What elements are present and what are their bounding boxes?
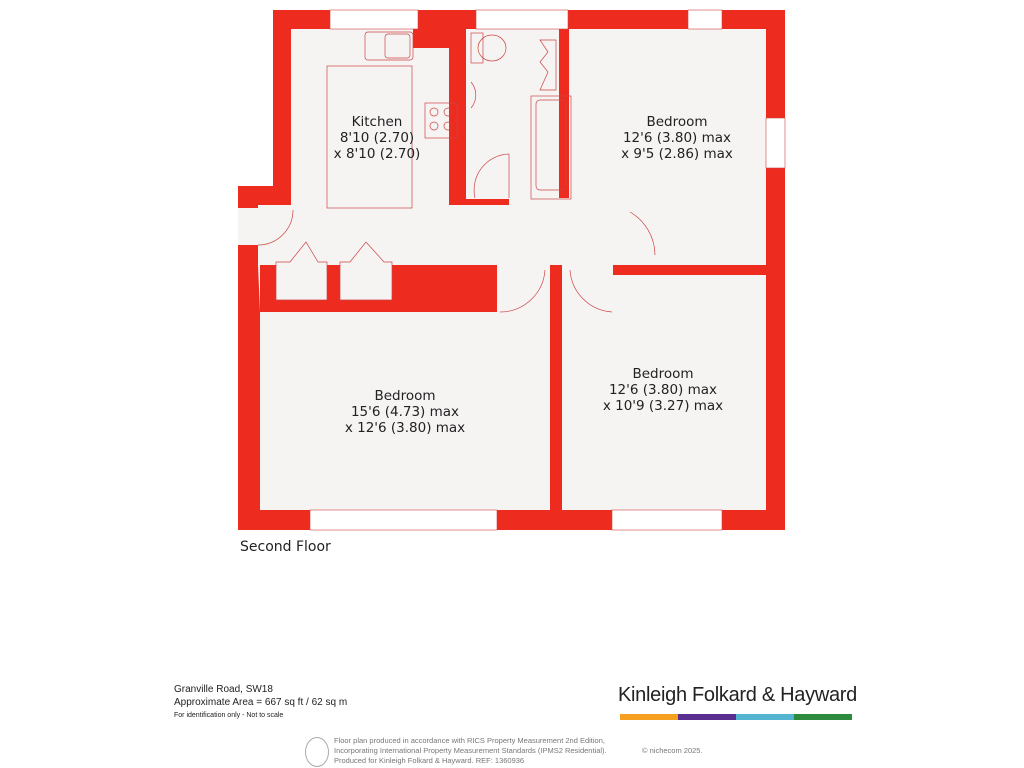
room-name: Kitchen [351, 114, 403, 130]
footer-line: Produced for Kinleigh Folkard & Hayward. REF: 1360936 [334, 756, 525, 765]
room-dim: x 9'5 (2.86) max [621, 146, 733, 162]
brand-bar-orange [620, 714, 678, 720]
room-name: Bedroom [632, 366, 694, 382]
room-dim: x 10'9 (3.27) max [602, 398, 724, 414]
address: Granville Road, SW18 [174, 684, 273, 695]
room-label-bedroom-2 [345, 388, 465, 436]
room-name: Bedroom [374, 388, 436, 404]
room-dim: 8'10 (2.70) [339, 130, 415, 146]
floor-label: Second Floor [240, 539, 331, 555]
person-icon [305, 737, 329, 767]
entry-opening [238, 208, 260, 245]
room-label-kitchen [334, 114, 421, 162]
footer-line: Floor plan produced in accordance with RICS Property Measurement 2nd Edition, [334, 736, 605, 745]
room-name: Bedroom [646, 114, 708, 130]
room-dim: x 8'10 (2.70) [333, 146, 421, 162]
room-label-bedroom-1 [621, 114, 733, 162]
brand-bar-green [794, 714, 852, 720]
room-label-bedroom-3 [603, 366, 723, 414]
room-dim: 12'6 (3.80) max [622, 130, 732, 146]
area: Approximate Area = 667 sq ft / 62 sq m [174, 697, 348, 708]
footer-text [334, 736, 607, 766]
room-dim: x 12'6 (3.80) max [344, 420, 466, 436]
scale-note: For identification only - Not to scale [174, 712, 284, 719]
room-dim: 12'6 (3.80) max [608, 382, 718, 398]
brand-logo: Kinleigh Folkard & Hayward [618, 684, 857, 706]
room-dim: 15'6 (4.73) max [350, 404, 460, 420]
brand-bar-purple [678, 714, 736, 720]
copyright: © nichecom 2025. [642, 746, 703, 755]
corridor-floor [497, 265, 550, 312]
brand-bar-blue [736, 714, 794, 720]
footer-line: Incorporating International Property Measurement Standards (IPMS2 Residential). [334, 746, 607, 755]
property-info [174, 683, 347, 722]
